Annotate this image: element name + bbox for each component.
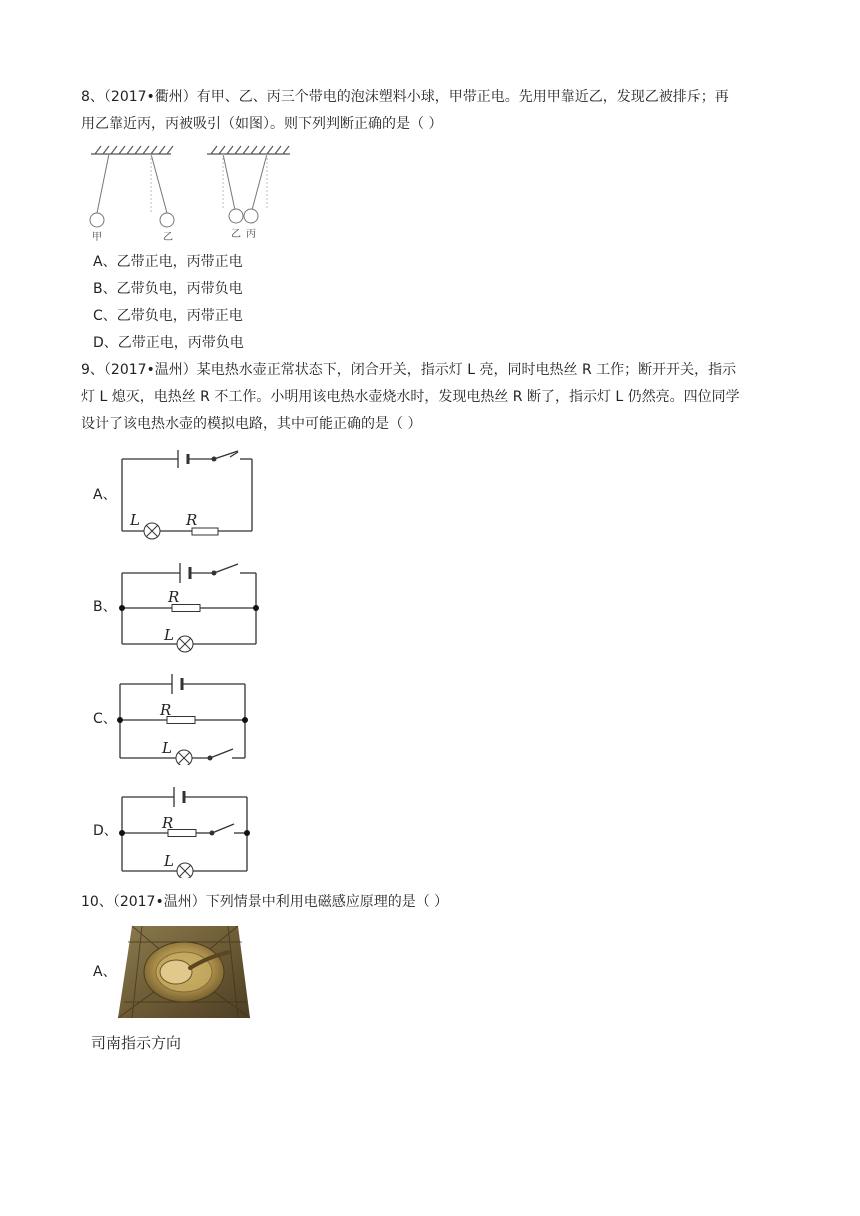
label-bing: 丙 xyxy=(246,229,256,240)
symbol-l: L xyxy=(130,511,140,529)
symbol-l: L xyxy=(164,852,174,870)
q10-option-a-label[interactable]: A、 xyxy=(93,964,117,980)
symbol-r: R xyxy=(162,814,174,832)
symbol-r: R xyxy=(160,701,172,719)
q8-option-a[interactable]: A、乙带正电，丙带正电 xyxy=(93,254,243,270)
ball-jia xyxy=(90,213,104,227)
q9-option-d-label[interactable]: D、 xyxy=(93,823,118,839)
q9-stem-line1: 9、（2017•温州）某电热水壶正常状态下，闭合开关，指示灯 L 亮，同时电热丝 R 工作；断开开关，指示 xyxy=(81,362,737,378)
symbol-r: R xyxy=(186,511,198,529)
switch-blade xyxy=(210,749,233,758)
right-thread-bing xyxy=(252,154,267,210)
q9-circuit-b[interactable] xyxy=(110,558,270,653)
q9-stem-line2: 灯 L 熄灭，电热丝 R 不工作。小明用该电热水壶烧水时，发现电热丝 R 断了，指示灯 L 仍然亮。四位同学 xyxy=(81,389,740,405)
ball-yi-right xyxy=(229,209,243,223)
symbol-r: R xyxy=(168,588,180,606)
sinan-compass-photo xyxy=(118,922,250,1020)
q9-option-b-label[interactable]: B、 xyxy=(93,599,117,615)
left-thread-yi xyxy=(151,154,167,213)
q9-option-c-label[interactable]: C、 xyxy=(93,711,117,727)
q8-option-d[interactable]: D、乙带正电，丙带负电 xyxy=(93,335,244,351)
right-thread-yi xyxy=(223,154,235,210)
q8-option-c[interactable]: C、乙带负电，丙带正电 xyxy=(93,308,243,324)
q9-circuit-c[interactable] xyxy=(110,670,270,765)
ball-bing xyxy=(244,209,258,223)
q8-option-b[interactable]: B、乙带负电，丙带负电 xyxy=(93,281,243,297)
label-yi: 乙 xyxy=(163,232,173,243)
q8-stem-line1: 8、（2017•衢州）有甲、乙、丙三个带电的泡沫塑料小球，甲带正电。先用甲靠近乙，发现乙被排斥；再 xyxy=(81,89,729,105)
switch-blade xyxy=(212,824,234,833)
q8-stem-line2: 用乙靠近丙，丙被吸引（如图）。则下列判断正确的是（ ） xyxy=(81,116,443,132)
label-jia: 甲 xyxy=(92,232,102,243)
label-yi-right: 乙 xyxy=(231,229,241,240)
symbol-l: L xyxy=(164,626,174,644)
q10-stem-line1: 10、（2017•温州）下列情景中利用电磁感应原理的是（ ） xyxy=(81,894,449,910)
q9-circuit-a[interactable] xyxy=(110,447,270,545)
q10-option-a-caption: 司南指示方向 xyxy=(91,1034,182,1052)
left-ceiling xyxy=(91,146,173,154)
spoon-bowl xyxy=(160,960,192,984)
q8-figure-hanging-balls xyxy=(85,140,305,245)
q9-stem-line3: 设计了该电热水壶的模拟电路，其中可能正确的是（ ） xyxy=(81,416,422,432)
q9-option-a-label[interactable]: A、 xyxy=(93,487,117,503)
symbol-l: L xyxy=(162,739,172,757)
q9-circuit-d[interactable] xyxy=(110,783,270,878)
left-thread-jia xyxy=(97,154,109,213)
right-ceiling xyxy=(207,146,290,154)
resistor-r xyxy=(192,528,218,535)
ball-yi xyxy=(160,213,174,227)
